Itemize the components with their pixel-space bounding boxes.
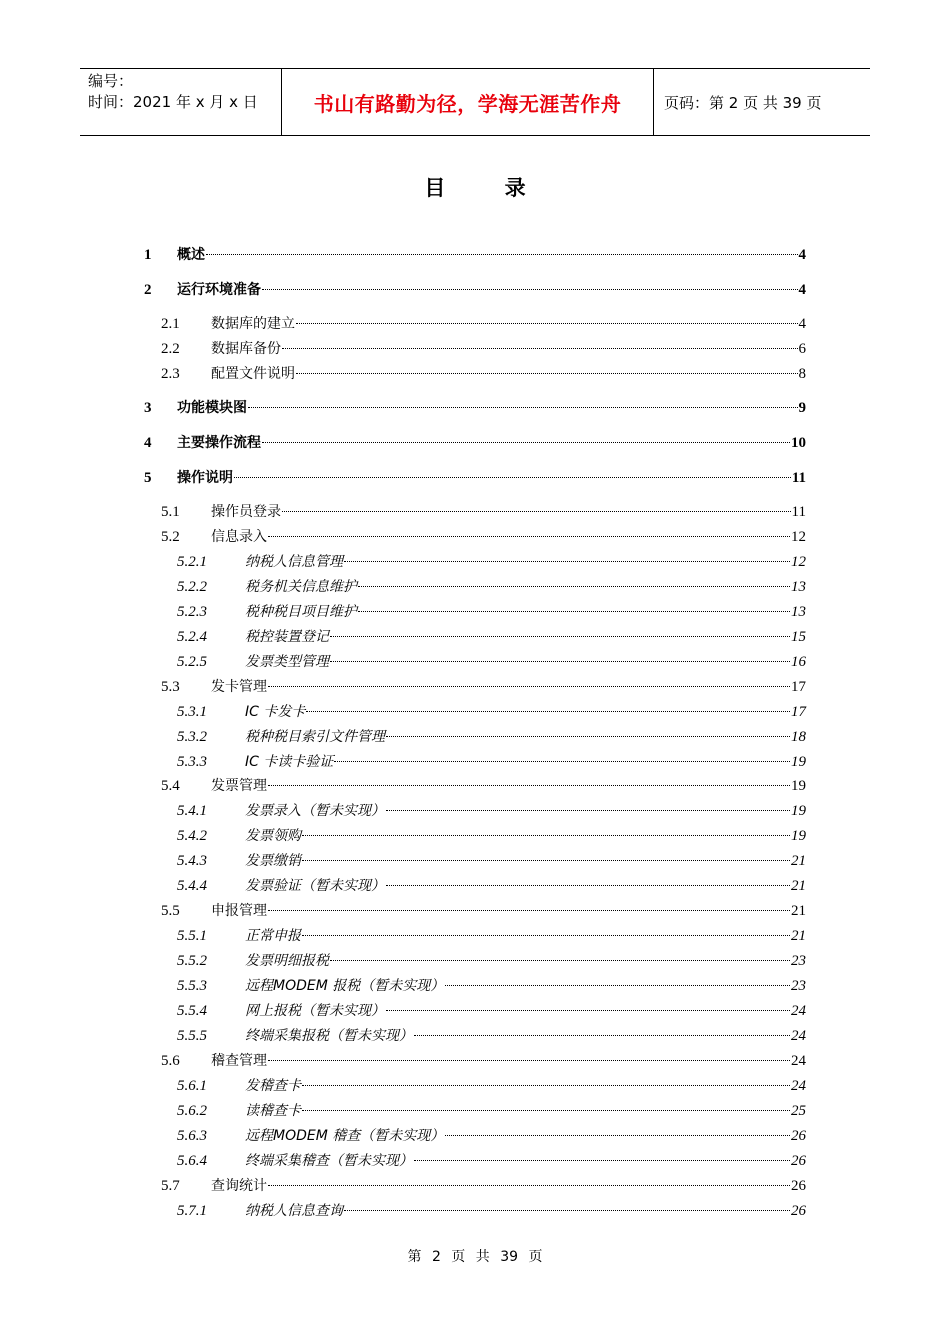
date-label: 时间：2021 年 x 月 x 日 [88, 93, 258, 111]
toc-entry[interactable] [161, 1050, 806, 1072]
toc-entry-title: 发票录入（暂未实现） [245, 803, 385, 820]
toc-entry-page: 15 [791, 628, 806, 645]
toc-dot-leader [248, 407, 798, 408]
toc-entry-page: 23 [791, 978, 806, 995]
toc-entry[interactable] [177, 1150, 806, 1172]
toc-entry-number: 2 [144, 282, 152, 298]
toc-entry-number: 5.2.3 [177, 603, 207, 620]
toc-dot-leader [330, 636, 790, 637]
toc-entry[interactable] [177, 1200, 806, 1222]
toc-entry[interactable] [177, 651, 806, 673]
header-page-info-cell [654, 69, 870, 135]
toc-entry-number: 5.6.2 [177, 1102, 207, 1119]
toc-dot-leader [358, 586, 790, 587]
toc-entry[interactable] [177, 1100, 806, 1122]
toc-entry[interactable] [177, 925, 806, 947]
toc-dot-leader [268, 1185, 790, 1186]
toc-entry-title: 运行环境准备 [177, 282, 261, 298]
toc-entry[interactable] [161, 775, 806, 797]
toc-entry[interactable] [177, 1075, 806, 1097]
toc-entry-page: 13 [791, 603, 806, 620]
toc-dot-leader [296, 373, 798, 374]
toc-dot-leader [344, 561, 790, 562]
toc-entry-number: 5.6.3 [177, 1127, 207, 1144]
page-footer: 第 2 页 共 39 页 [407, 1249, 543, 1265]
toc-dot-leader [262, 442, 790, 443]
toc-entry-number: 5.5.3 [177, 978, 207, 995]
toc-dot-leader [262, 289, 798, 290]
toc-dot-leader [302, 860, 790, 861]
toc-dot-leader [268, 1060, 790, 1061]
page-header [80, 68, 870, 136]
toc-entry-number: 5.3.1 [177, 703, 207, 720]
toc-entry-page: 16 [791, 653, 806, 670]
toc-dot-leader [445, 985, 790, 986]
toc-entry-title: 发卡管理 [211, 678, 267, 695]
toc-entry[interactable] [144, 279, 806, 301]
toc-entry-page: 19 [791, 778, 806, 795]
toc-entry[interactable] [177, 875, 806, 897]
toc-entry-number: 5.2.5 [177, 653, 207, 670]
toc-entry-title: 发票验证（暂未实现） [245, 878, 385, 895]
toc-entry[interactable] [177, 825, 806, 847]
toc-dot-leader [302, 1110, 790, 1111]
toc-dot-leader [330, 661, 790, 662]
toc-dot-leader [234, 477, 791, 478]
toc-dot-leader [296, 323, 798, 324]
toc-dot-leader [344, 1210, 790, 1211]
toc-entry-page: 21 [791, 903, 806, 920]
toc-dot-leader [386, 810, 790, 811]
toc-entry-title: 读稽查卡 [245, 1102, 301, 1119]
toc-entry-page: 24 [791, 1003, 806, 1019]
toc-entry-number: 5.2.2 [177, 578, 207, 595]
toc-dot-leader [268, 910, 790, 911]
toc-entry-page: 6 [798, 341, 806, 357]
header-meta [80, 69, 282, 135]
toc-entry-title: 信息录入 [211, 528, 267, 545]
toc-entry-page: 24 [791, 1027, 806, 1044]
toc-entry-number: 5.4.3 [177, 853, 207, 870]
toc-entry-title: 纳税人信息查询 [245, 1202, 343, 1219]
toc-entry-page: 11 [791, 504, 806, 520]
toc-entry-title: 税种税目索引文件管理 [245, 728, 385, 745]
toc-dot-leader [302, 1085, 790, 1086]
toc-entry-title: 数据库备份 [211, 341, 281, 357]
toc-entry[interactable] [177, 800, 806, 822]
toc-entry[interactable] [177, 751, 806, 773]
serial-number-label: 编号： [88, 72, 134, 90]
toc-entry-title: 发票明细报税 [245, 953, 329, 970]
toc-entry-number: 5.3 [161, 678, 180, 695]
toc-entry-page: 19 [791, 803, 806, 820]
toc-entry-number: 2.2 [161, 341, 180, 357]
toc-entry-page: 19 [791, 828, 806, 845]
toc-dot-leader [414, 1160, 790, 1161]
toc-entry[interactable] [177, 1125, 806, 1147]
toc-entry-number: 5.6.1 [177, 1077, 207, 1094]
toc-entry-title: 申报管理 [211, 903, 267, 920]
toc-entry-page: 21 [791, 853, 806, 870]
toc-entry-number: 5.6.4 [177, 1152, 207, 1169]
toc-dot-leader [282, 348, 798, 349]
toc-dot-leader [268, 686, 790, 687]
toc-entry-title: 发票缴销 [245, 853, 301, 870]
header-motto-cell [282, 69, 654, 135]
toc-entry-number: 5.5.5 [177, 1027, 207, 1044]
toc-dot-leader [358, 611, 790, 612]
toc-entry[interactable] [177, 850, 806, 872]
toc-entry[interactable] [161, 1175, 806, 1197]
toc-dot-leader [386, 1010, 790, 1011]
toc-entry-page: 21 [791, 928, 806, 945]
toc-entry-title: 数据库的建立 [211, 316, 295, 332]
toc-entry-number: 5.5.1 [177, 928, 207, 945]
toc-entry-number: 5.5.4 [177, 1003, 207, 1019]
toc-dot-leader [302, 935, 790, 936]
toc-entry-number: 5.4.1 [177, 803, 207, 820]
toc-entry-page: 4 [798, 247, 806, 263]
toc-entry[interactable] [177, 551, 806, 573]
toc-entry-number: 5 [144, 470, 152, 486]
toc-entry-title: 发稽查卡 [245, 1077, 301, 1094]
toc-entry-page: 8 [798, 366, 806, 382]
toc-entry-title: 配置文件说明 [211, 366, 295, 382]
toc-entry-title: IC 卡发卡 [245, 703, 306, 720]
toc-dot-leader [268, 785, 790, 786]
toc-entry-title: 终端采集稽查（暂未实现） [245, 1152, 413, 1169]
toc-entry-page: 17 [791, 703, 806, 720]
toc-entry-number: 5.1 [161, 504, 180, 520]
toc-dot-leader [414, 1035, 790, 1036]
toc-entry-page: 13 [791, 578, 806, 595]
toc-entry-number: 5.4.2 [177, 828, 207, 845]
toc-entry[interactable] [161, 526, 806, 548]
toc-entry[interactable] [161, 363, 806, 385]
toc-dot-leader [302, 835, 790, 836]
toc-entry-page: 24 [791, 1077, 806, 1094]
toc-dot-leader [306, 711, 790, 712]
toc-dot-leader [330, 960, 790, 961]
toc-entry-title: 纳税人信息管理 [245, 553, 343, 570]
toc-entry[interactable] [177, 576, 806, 598]
toc-entry-page: 12 [791, 528, 806, 545]
toc-entry[interactable] [177, 726, 806, 748]
toc-entry-number: 5.3.3 [177, 753, 207, 770]
toc-entry-title: 税控装置登记 [245, 628, 329, 645]
toc-entry-title: 发票管理 [211, 778, 267, 795]
toc-entry[interactable] [161, 900, 806, 922]
toc-dot-leader [445, 1135, 790, 1136]
header-motto: 书山有路勤为径，学海无涯苦作舟 [313, 91, 622, 116]
toc-entry-title: 概述 [177, 247, 205, 263]
toc-entry-title: IC 卡读卡验证 [245, 753, 334, 770]
toc-entry-title: 远程MODEM 稽查（暂未实现） [245, 1127, 445, 1144]
toc-entry[interactable] [177, 626, 806, 648]
toc-entry[interactable] [144, 244, 806, 266]
toc-entry-page: 26 [791, 1202, 806, 1219]
toc-entry-title: 税务机关信息维护 [245, 578, 357, 595]
toc-entry-title: 正常申报 [245, 928, 301, 945]
toc-entry[interactable] [161, 676, 806, 698]
toc-entry-number: 5.7 [161, 1177, 180, 1194]
toc-entry-number: 5.2.1 [177, 553, 207, 570]
toc-entry-title: 发票领购 [245, 828, 301, 845]
toc-entry[interactable] [177, 601, 806, 623]
toc-entry-page: 12 [791, 553, 806, 570]
toc-entry-page: 9 [798, 400, 806, 416]
toc-entry-page: 10 [791, 435, 806, 451]
toc-dot-leader [268, 536, 790, 537]
toc-entry[interactable] [161, 313, 806, 335]
toc-entry-page: 18 [791, 728, 806, 745]
toc-dot-leader [206, 254, 798, 255]
toc-entry[interactable] [177, 950, 806, 972]
toc-entry-page: 23 [791, 953, 806, 970]
toc-entry[interactable] [161, 338, 806, 360]
toc-entry-page: 26 [791, 1177, 806, 1194]
toc-entry-page: 4 [798, 316, 806, 332]
toc-entry-number: 3 [144, 400, 152, 416]
toc-entry-page: 26 [791, 1127, 806, 1144]
toc-entry-title: 终端采集报税（暂未实现） [245, 1027, 413, 1044]
toc-entry-page: 26 [791, 1152, 806, 1169]
toc-entry-title: 操作说明 [177, 470, 233, 486]
toc-dot-leader [386, 736, 790, 737]
toc-entry-title: 查询统计 [211, 1177, 267, 1194]
toc-entry[interactable] [144, 397, 806, 419]
toc-entry-title: 操作员登录 [211, 504, 281, 520]
toc-entry[interactable] [177, 1000, 806, 1022]
toc-dot-leader [334, 761, 790, 762]
toc-entry-page: 11 [791, 470, 806, 486]
toc-entry[interactable] [144, 432, 806, 454]
toc-entry[interactable] [177, 701, 806, 723]
toc-entry-title: 稽查管理 [211, 1052, 267, 1069]
toc-entry-page: 19 [791, 753, 806, 770]
toc-entry-number: 5.5.2 [177, 953, 207, 970]
toc-entry-title: 远程MODEM 报税（暂未实现） [245, 978, 445, 995]
toc-entry-title: 功能模块图 [177, 400, 247, 416]
toc-entry-number: 4 [144, 435, 152, 451]
toc-entry-title: 网上报税（暂未实现） [245, 1003, 385, 1019]
toc-entry-page: 17 [791, 678, 806, 695]
toc-entry-title: 发票类型管理 [245, 653, 329, 670]
toc-entry[interactable] [144, 467, 806, 489]
header-page-info: 页码：第 2 页 共 39 页 [664, 93, 822, 112]
toc-entry-title: 主要操作流程 [177, 435, 261, 451]
toc-entry-number: 5.2.4 [177, 628, 207, 645]
toc-entry-page: 4 [798, 282, 806, 298]
toc-entry-number: 2.1 [161, 316, 180, 332]
toc-entry-number: 2.3 [161, 366, 180, 382]
toc-dot-leader [282, 511, 791, 512]
toc-entry-page: 21 [791, 878, 806, 895]
toc-title: 目 录 [424, 176, 552, 200]
toc-entry-number: 5.5 [161, 903, 180, 920]
toc-entry-number: 5.6 [161, 1052, 180, 1069]
toc-entry-number: 5.7.1 [177, 1202, 207, 1219]
toc-entry[interactable] [161, 501, 806, 523]
toc-entry-number: 5.4 [161, 778, 180, 795]
toc-entry-number: 5.4.4 [177, 878, 207, 895]
toc-entry-number: 5.2 [161, 528, 180, 545]
toc-entry[interactable] [177, 1025, 806, 1047]
toc-entry-number: 5.3.2 [177, 728, 207, 745]
toc-entry-number: 1 [144, 247, 152, 263]
toc-dot-leader [386, 885, 790, 886]
toc-entry-page: 24 [791, 1052, 806, 1069]
toc-entry[interactable] [177, 975, 806, 997]
toc-entry-title: 税种税目项目维护 [245, 603, 357, 620]
toc-entry-page: 25 [791, 1102, 806, 1119]
